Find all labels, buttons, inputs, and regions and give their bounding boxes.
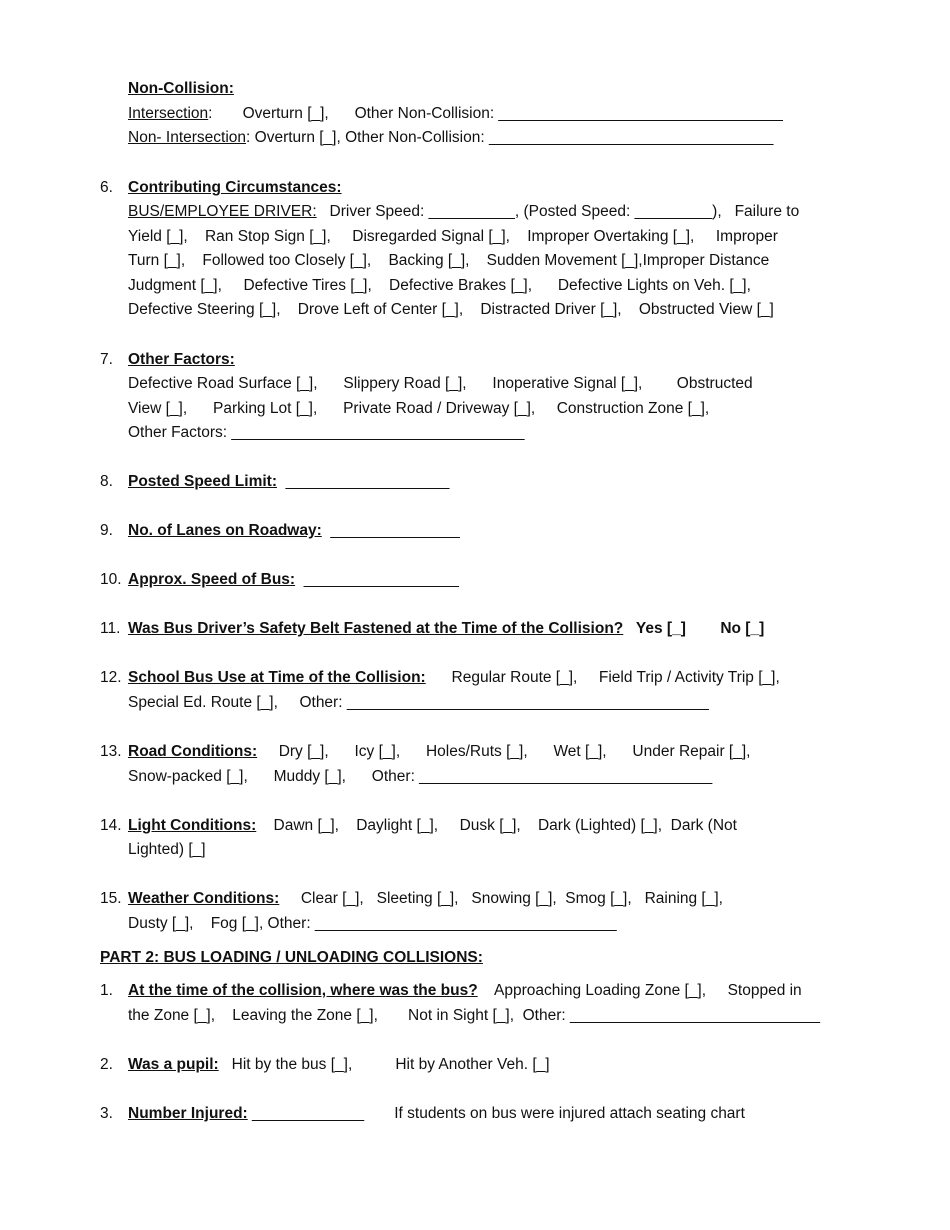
intersection-label: Intersection xyxy=(128,105,209,122)
bus-speed-blank: __________________ xyxy=(295,571,459,588)
road-conditions-line-1 xyxy=(128,742,750,762)
driver-speed-fields: Driver Speed: __________, (Posted Speed: _________), Failure to xyxy=(316,203,800,220)
other-factors-heading: Other Factors: xyxy=(128,351,235,368)
intersection-line xyxy=(128,104,783,124)
bus-use-line-2: Special Ed. Route [_], Other: __________________________________________ xyxy=(128,694,709,711)
item-number-7: 7. xyxy=(100,351,113,368)
part-2-heading: PART 2: BUS LOADING / UNLOADING COLLISIONS: xyxy=(100,949,483,966)
non-intersection-options: : Overturn [_], Other Non-Collision: _________________________________ xyxy=(246,129,774,146)
bus-employee-driver-label: BUS/EMPLOYEE DRIVER: xyxy=(128,203,317,220)
other-factors-line-3: Other Factors: __________________________________ xyxy=(128,424,525,441)
lanes-line xyxy=(128,521,460,541)
posted-speed-limit-line xyxy=(128,472,449,492)
part2-item-number-3: 3. xyxy=(100,1105,113,1122)
item-number-8: 8. xyxy=(100,473,113,490)
light-conditions-line-2: Lighted) [_] xyxy=(128,841,206,858)
light-conditions-options: Dawn [_], Daylight [_], Dusk [_], Dark (Lighted) [_], Dark (Not xyxy=(256,817,737,834)
light-conditions-line-1 xyxy=(128,816,737,836)
road-conditions-heading: Road Conditions: xyxy=(128,743,258,760)
posted-speed-limit-blank: ___________________ xyxy=(277,473,450,490)
road-conditions-options: Dry [_], Icy [_], Holes/Ruts [_], Wet [_], Under Repair [_], xyxy=(257,743,751,760)
item-number-6: 6. xyxy=(100,179,113,196)
bus-speed-line xyxy=(128,570,459,590)
circumstances-line-2: Yield [_], Ran Stop Sign [_], Disregarded Signal [_], Improper Overtaking [_], Improper xyxy=(128,228,778,245)
road-conditions-line-2: Snow-packed [_], Muddy [_], Other: __________________________________ xyxy=(128,768,713,785)
posted-speed-limit-heading: Posted Speed Limit: xyxy=(128,473,277,490)
light-conditions-heading: Light Conditions: xyxy=(128,817,257,834)
bus-location-heading: At the time of the collision, where was the bus? xyxy=(128,982,478,999)
bus-use-heading: School Bus Use at Time of the Collision: xyxy=(128,669,426,686)
part2-item-number-1: 1. xyxy=(100,982,113,999)
item-number-12: 12. xyxy=(100,669,122,686)
contributing-circumstances-heading: Contributing Circumstances: xyxy=(128,179,342,196)
weather-conditions-heading: Weather Conditions: xyxy=(128,890,280,907)
driver-speed-line xyxy=(128,202,799,222)
safety-belt-heading: Was Bus Driver’s Safety Belt Fastened at the Time of the Collision? xyxy=(128,620,624,637)
item-number-11: 11. xyxy=(100,620,121,637)
pupil-hit-options: Hit by the bus [_], Hit by Another Veh. [_] xyxy=(218,1056,550,1073)
weather-conditions-line-2: Dusty [_], Fog [_], Other: ___________________________________ xyxy=(128,915,617,932)
bus-use-line-1 xyxy=(128,668,780,688)
bus-use-options: Regular Route [_], Field Trip / Activity Trip [_], xyxy=(425,669,780,686)
weather-conditions-options: Clear [_], Sleeting [_], Snowing [_], Smog [_], Raining [_], xyxy=(279,890,723,907)
bus-location-line-1 xyxy=(128,981,802,1001)
circumstances-line-3: Turn [_], Followed too Closely [_], Backing [_], Sudden Movement [_],Improper Distance xyxy=(128,252,770,269)
non-intersection-label: Non- Intersection xyxy=(128,129,247,146)
safety-belt-yes-no: Yes [_] No [_] xyxy=(623,620,765,637)
number-injured-line xyxy=(128,1104,745,1124)
item-number-15: 15. xyxy=(100,890,122,907)
item-number-13: 13. xyxy=(100,743,122,760)
number-injured-blank: _____________ If students on bus were injured attach seating chart xyxy=(247,1105,745,1122)
item-number-14: 14. xyxy=(100,817,122,834)
bus-location-line-2: the Zone [_], Leaving the Zone [_], Not in Sight [_], Other: _____________________________ xyxy=(128,1007,820,1024)
non-intersection-line xyxy=(128,128,773,148)
lanes-blank: _______________ xyxy=(321,522,460,539)
part2-item-number-2: 2. xyxy=(100,1056,113,1073)
non-collision-heading: Non-Collision: xyxy=(128,80,234,97)
intersection-options: : Overturn [_], Other Non-Collision: _________________________________ xyxy=(208,105,783,122)
pupil-hit-line xyxy=(128,1055,550,1075)
pupil-hit-heading: Was a pupil: xyxy=(128,1056,219,1073)
weather-conditions-line-1 xyxy=(128,889,723,909)
safety-belt-line xyxy=(128,619,764,639)
item-number-10: 10. xyxy=(100,571,122,588)
number-injured-heading: Number Injured: xyxy=(128,1105,248,1122)
other-factors-line-1: Defective Road Surface [_], Slippery Road [_], Inoperative Signal [_], Obstructed xyxy=(128,375,753,392)
item-number-9: 9. xyxy=(100,522,113,539)
lanes-heading: No. of Lanes on Roadway: xyxy=(128,522,322,539)
bus-speed-heading: Approx. Speed of Bus: xyxy=(128,571,296,588)
circumstances-line-5: Defective Steering [_], Drove Left of Center [_], Distracted Driver [_], Obstructed View [_] xyxy=(128,301,774,318)
circumstances-line-4: Judgment [_], Defective Tires [_], Defective Brakes [_], Defective Lights on Veh. [_], xyxy=(128,277,751,294)
other-factors-line-2: View [_], Parking Lot [_], Private Road / Driveway [_], Construction Zone [_], xyxy=(128,400,710,417)
bus-location-options: Approaching Loading Zone [_], Stopped in xyxy=(477,982,802,999)
